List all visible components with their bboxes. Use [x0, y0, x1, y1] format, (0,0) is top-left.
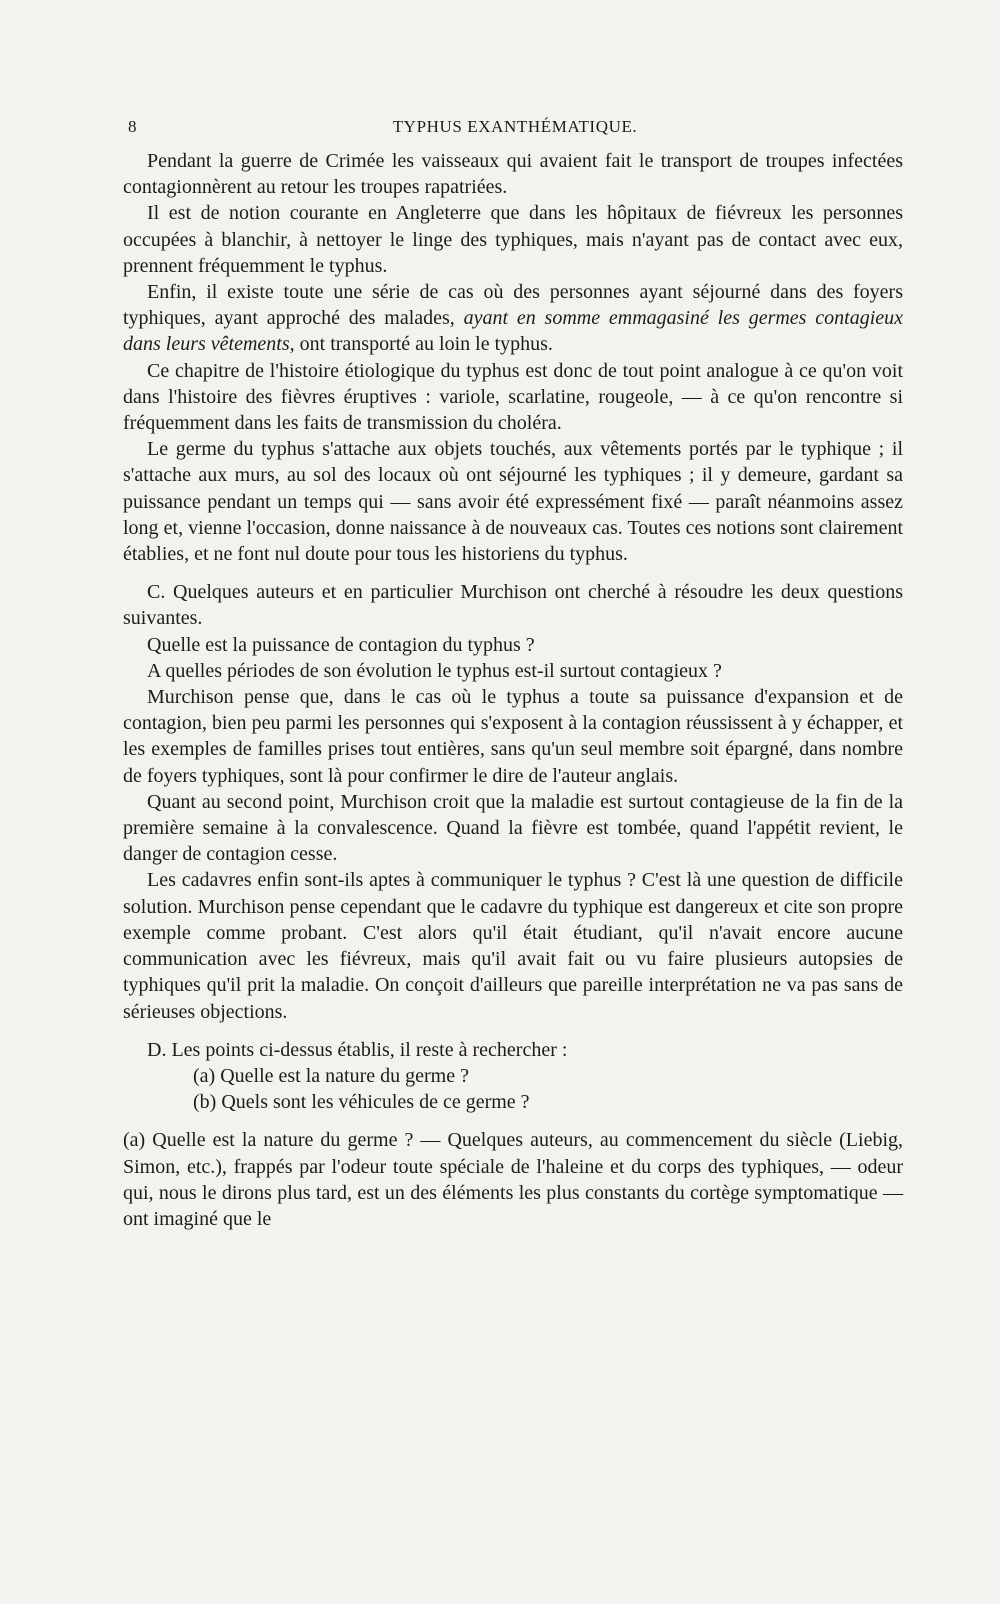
list-text: Quelle est la nature du germe ? [215, 1064, 469, 1087]
running-title: TYPHUS EXANTHÉMATIQUE. [392, 117, 638, 136]
paragraph-section-d: D. Les points ci-dessus établis, il reste à rechercher : [147, 1038, 568, 1061]
question-power: Quelle est la puissance de contagion du typhus ? [147, 633, 535, 656]
paragraph-cadavers: Les cadavres enfin sont-ils aptes à communiquer le typhus ? C'est là une question de difficile solution. Murchison pense cependant que le cadavre du typhique est dangereux et cite son propre exemple comme probant. C'est alors qu'il était étudiant, qu'il n'avait encore aucune communication avec les fiévreux, mais qu'il avait fait ou vu faire plusieurs autopsies de typhiques qu'il prit la maladie. On conçoit d'ailleurs que pareille interprétation ne va pas sans de sérieuses objections. [123, 869, 903, 1023]
list-item-b [193, 1089, 903, 1115]
question-periods: A quelles périodes de son évolution le typhus est-il surtout contagieux ? [147, 659, 722, 682]
paragraph-murchison: Murchison pense que, dans le cas où le typhus a toute sa puissance d'expansion et de contagion, bien peu parmi les personnes qui s'exposent à la contagion réussissent à y échapper, et les exemples de familles prises tout entières, sans qu'un seul membre soit épargné, dans nombre de foyers typhiques, sont là pour confirmer le dire de l'auteur anglais. [123, 686, 903, 787]
paragraph-text: Quelle est la nature du germe ? — Quelques auteurs, au commencement du siècle (Liebig, Simon, etc.), frappés par l'odeur toute spéciale de l'haleine et du corps des typhiques, — odeur qui, nous le dirons plus tard, est un des éléments les plus constants du cortège symptomatique — ont imaginé que le [123, 1129, 903, 1230]
paragraph-section-c: C. Quelques auteurs et en particulier Murchison ont cherché à résoudre les deux questions suivantes. [123, 581, 903, 630]
list-marker: (a) [193, 1064, 216, 1087]
paragraph-england: Il est de notion courante en Angleterre que dans les hôpitaux de fiévreux les personnes occupées à blanchir, à nettoyer le linge des typhiques, mais n'ayant pas de contact avec eux, prennent fréquemment le typhus. [123, 202, 903, 277]
paragraph-analogy: Ce chapitre de l'histoire étiologique du typhus est donc de tout point analogue à ce qu'on voit dans l'histoire des fièvres éruptives : variole, scarlatine, rougeole, — à ce qu'on rencontre si fréquemment dans les faits de transmission du choléra. [123, 359, 903, 435]
paragraph-text: Enfin, il existe toute une série de cas où des personnes ayant séjourné dans des foyers typhiques, ayant approché des malades, [123, 281, 903, 330]
list-marker: (a) [123, 1129, 146, 1152]
list-marker: (b) [193, 1091, 217, 1114]
paragraph-crimea: Pendant la guerre de Crimée les vaisseaux qui avaient fait le transport de troupes infectées contagionnèrent au retour les troupes rapatriées. [123, 150, 903, 199]
page-number: 8 [128, 117, 138, 136]
paragraph-nature-germ [123, 1127, 903, 1232]
paragraph-clothing [123, 279, 903, 358]
paragraph-germ: Le germe du typhus s'attache aux objets touchés, aux vêtements portés par le typhique ; il s'attache aux murs, au sol des locaux où ont séjourné les typhiques ; il y demeure, gardant sa puissance pendant un temps qui — sans avoir été expressément fixé — paraît néanmoins assez long et, vienne l'occasion, donne naissance à de nouveaux cas. Toutes ces notions sont clairement établies, et ne font nul doute pour tous les historiens du typhus. [123, 438, 903, 566]
paragraph-text: , ont transporté au loin le typhus. [289, 333, 553, 356]
italic-text: ayant en somme emmagasiné les germes contagieux dans leurs vêtements [123, 307, 904, 356]
list-text: Quels sont les véhicules de ce germe ? [216, 1091, 530, 1114]
page-header [120, 117, 910, 143]
paragraph-second-point: Quant au second point, Murchison croit que la maladie est surtout contagieuse de la fin de la première semaine à la convalescence. Quand la fièvre est tombée, quand l'appétit revient, le danger de contagion cesse. [123, 790, 903, 866]
body-text [123, 148, 903, 1232]
list-item-a [193, 1063, 903, 1089]
